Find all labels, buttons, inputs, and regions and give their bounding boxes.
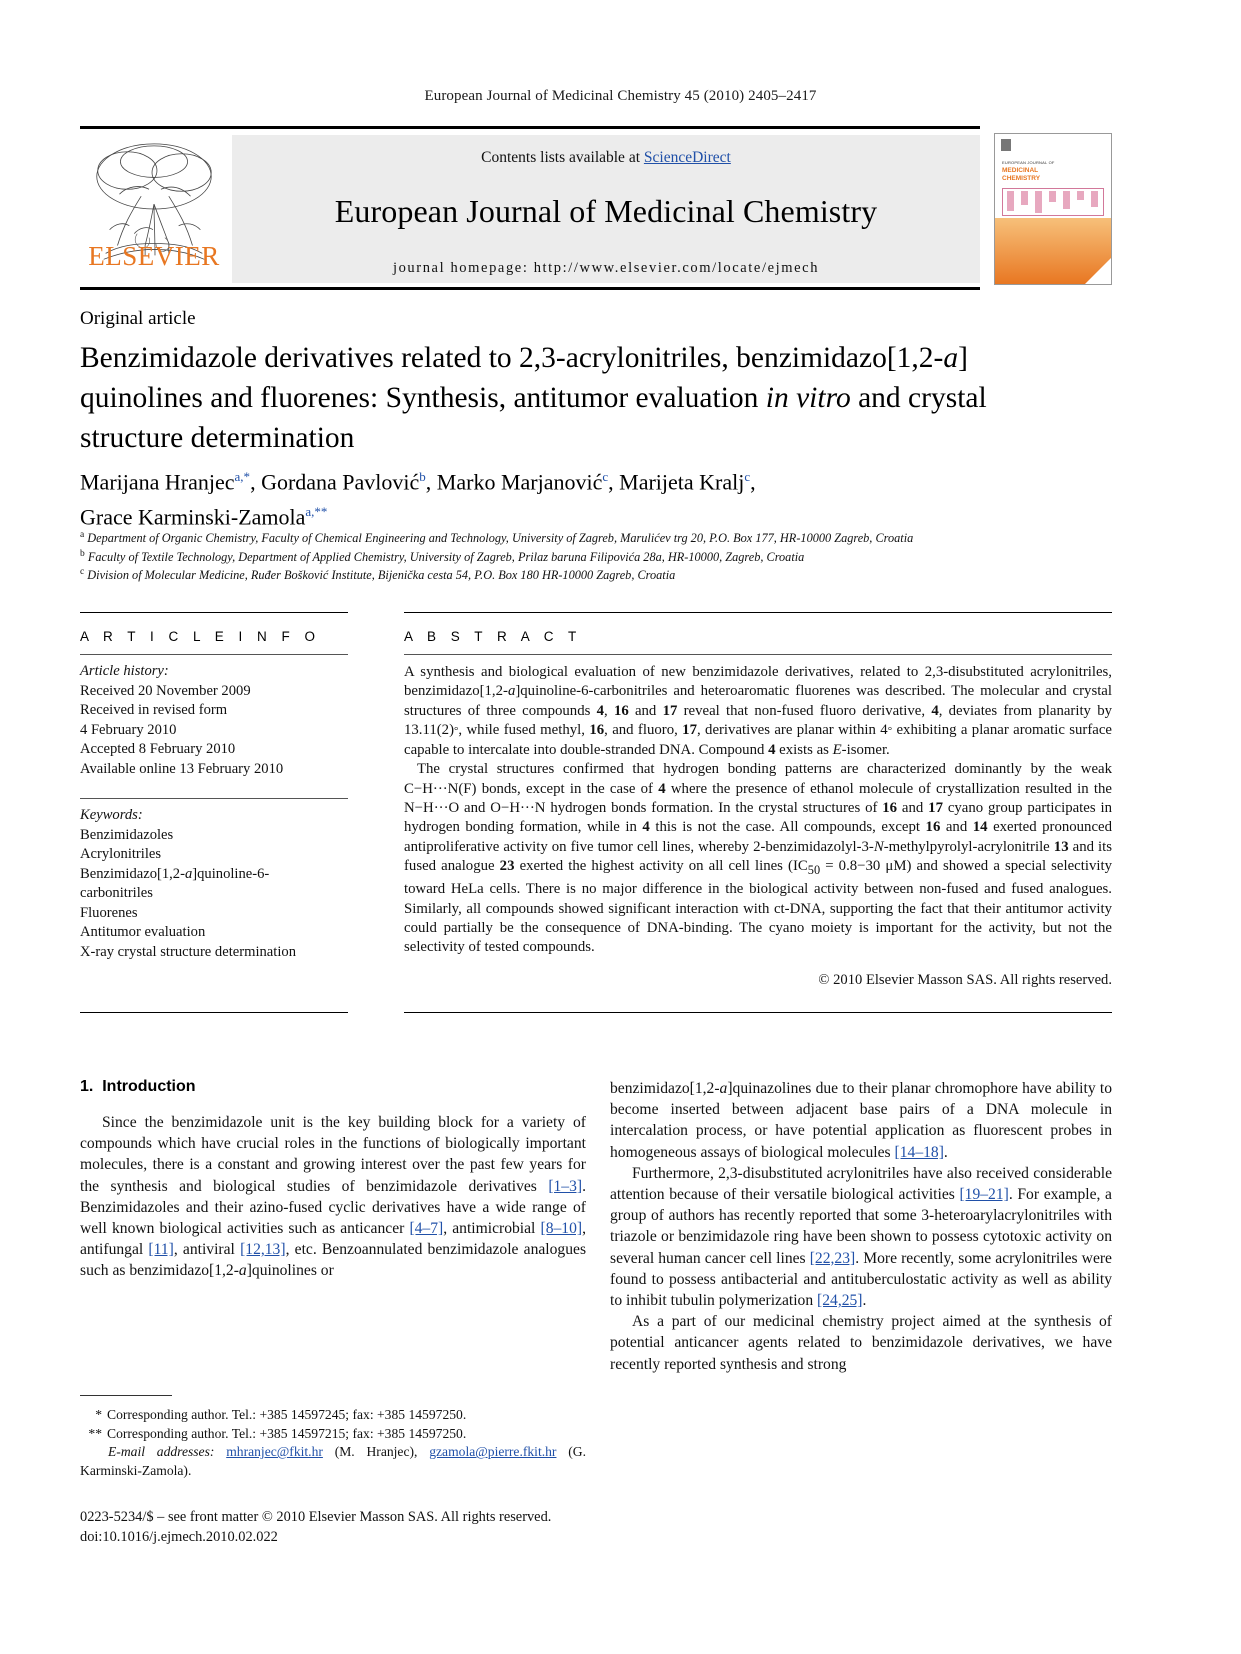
title-line1-italic: a xyxy=(943,342,959,374)
title-line2-a: quinolines and fluorenes: Synthesis, antitumor evaluation xyxy=(80,382,766,414)
author-4-affil-mark[interactable]: c xyxy=(744,469,751,484)
cover-line1: EUROPEAN JOURNAL OF xyxy=(1002,160,1055,165)
affil-text-a: Department of Organic Chemistry, Faculty of Chemical Engineering and Technology, University of Zagreb, Marulićev trg 20, P.O. Box 177, HR-10000 Zagreb, Croatia xyxy=(87,531,914,546)
footnote-text-2: Corresponding author. Tel.: +385 14597215; fax: +385 14597250. xyxy=(107,1425,467,1441)
footnote-block xyxy=(80,1395,586,1480)
journal-band xyxy=(232,135,980,283)
article-history-label: Article history: xyxy=(80,663,169,679)
section-heading-introduction xyxy=(80,1078,586,1096)
intro-right-text xyxy=(610,1078,1112,1375)
journal-homepage[interactable]: journal homepage: http://www.elsevier.com/locate/ejmech xyxy=(392,260,820,276)
cover-icon xyxy=(1001,139,1011,151)
paragraph-intro-3: Furthermore, 2,3-disubstituted acrylonitriles have also received considerable attention because of their versatile biological activities [19–21]. For example, a group of authors has recently reported that some 3-heteroarylacrylonitriles with triazole or benzimidazole ring have been shown to possess cytotoxic activity on several human cancer cell lines [22,23]. More recently, some acrylonitriles were found to possess antibacterial and antituberculostatic activity as well as ability to inhibit tubulin polymerization [24,25]. xyxy=(610,1164,1112,1310)
history-item-1: Received in revised form xyxy=(80,702,228,718)
info-top-rule xyxy=(80,612,348,613)
history-item-4: Available online 13 February 2010 xyxy=(80,760,284,777)
footnote-mark-1: * xyxy=(95,1407,102,1422)
contents-prefix: Contents lists available at xyxy=(481,149,644,166)
citation-12-13[interactable]: [12,13] xyxy=(240,1241,286,1259)
citation-8-10[interactable]: [8–10] xyxy=(540,1220,583,1238)
keyword-list xyxy=(80,799,348,962)
paragraph-intro-1: Since the benzimidazole unit is the key building block for a variety of compounds which have crucial roles in the functions of biologically important molecules, there is a constant and growing interest over the past few years for the synthesis and biological studies of benzimidazole derivatives [1–3]. Benzimidazoles and their azino-fused cyclic derivatives have a wide range of well known biological activities such as anticancer [4–7], antimicrobial [8–10], antifungal [11], antiviral [12,13], etc. Benzoannulated benzimidazole analogues such as benzimidazo[1,2-a]quinolines or xyxy=(80,1114,587,1280)
contents-line xyxy=(232,135,980,167)
affil-mark-c: c xyxy=(80,567,85,578)
journal-title: European Journal of Medicinal Chemistry xyxy=(334,193,878,229)
author-3: Marko Marjanović xyxy=(436,469,603,495)
keyword-6: X-ray crystal structure determination xyxy=(80,943,296,960)
article-info-heading: A R T I C L E I N F O xyxy=(80,629,321,644)
history-item-0: Received 20 November 2009 xyxy=(80,682,251,699)
abstract-heading: A B S T R A C T xyxy=(404,629,582,644)
abstract-body xyxy=(404,655,1112,957)
email-owner-1: (M. Hranjec), xyxy=(334,1444,418,1460)
keyword-4: Fluorenes xyxy=(80,904,138,921)
cover-line3: CHEMISTRY xyxy=(1002,175,1041,182)
footnote-rule xyxy=(80,1395,172,1396)
section-number: 1. xyxy=(80,1078,94,1095)
footnote-mark-2: ** xyxy=(88,1425,102,1441)
email-label: E-mail addresses: xyxy=(108,1444,215,1460)
history-item-2: 4 February 2010 xyxy=(80,721,177,738)
title-line2-b: and crystal xyxy=(850,382,987,414)
keyword-0: Benzimidazoles xyxy=(80,826,174,843)
issn-copyright-line: 0223-5234/$ – see front matter © 2010 Elsevier Masson SAS. All rights reserved. xyxy=(80,1509,552,1525)
footnote-emails xyxy=(80,1443,586,1480)
article-type: Original article xyxy=(80,308,196,329)
footnote-corresponding-2 xyxy=(80,1425,586,1444)
intro-left-text xyxy=(80,1112,586,1282)
citation-1-3[interactable]: [1–3] xyxy=(548,1177,583,1195)
title-line1-b: ] xyxy=(958,342,968,374)
paragraph-intro-2: benzimidazo[1,2-a]quinazolines due to their planar chromophore have ability to become inserted between adjacent base pairs of a DNA molecule in intercalation process, or have potential application as fluorescent probes in homogeneous assays of biological molecules [14–18]. xyxy=(610,1080,1112,1161)
email-link-1[interactable]: mhranjec@fkit.hr xyxy=(226,1444,323,1460)
abstract-top-rule xyxy=(404,612,1112,613)
body-left-column xyxy=(80,1078,586,1282)
email-owner-2: (G. Karminski-Zamola). xyxy=(80,1444,586,1478)
page-title xyxy=(80,338,1090,458)
keyword-5: Antitumor evaluation xyxy=(80,924,206,940)
keyword-3: carbonitriles xyxy=(80,885,153,901)
author-1: Marijana Hranjec xyxy=(80,469,235,495)
abstract-copyright: © 2010 Elsevier Masson SAS. All rights reserved. xyxy=(818,972,1112,989)
abstract-column xyxy=(404,612,1112,989)
abstract-bottom-rule xyxy=(404,1012,1112,1013)
article-info-column xyxy=(80,612,348,962)
title-line2-italic: in vitro xyxy=(765,382,851,414)
citation-19-21[interactable]: [19–21] xyxy=(959,1186,1009,1204)
body-right-column xyxy=(610,1078,1112,1375)
citation-24-25[interactable]: [24,25] xyxy=(817,1292,863,1310)
affiliation-list xyxy=(80,528,1110,584)
keywords-label: Keywords: xyxy=(80,807,143,823)
journal-masthead xyxy=(80,126,1112,290)
citation-22-23[interactable]: [22,23] xyxy=(809,1249,856,1267)
author-4: Marijeta Kralj xyxy=(619,469,745,495)
affil-text-c: Division of Molecular Medicine, Ruđer Bošković Institute, Bijenička cesta 54, P.O. Box 180 HR-10000 Zagreb, Croatia xyxy=(87,568,676,583)
affil-mark-b: b xyxy=(80,548,85,559)
sciencedirect-link[interactable]: ScienceDirect xyxy=(643,149,731,166)
author-3-affil-mark[interactable]: c xyxy=(602,469,609,484)
author-list: Marijana Hranjec$^{a,*}$, Gordana Pavlović$^b$, Marko Marjanović$^c$, Marijeta Kralj$^c$, Grace Karminski-Zamola$^{a,**}$ xyxy=(80,469,756,530)
paragraph-intro-4: As a part of our medicinal chemistry project aimed at the synthesis of potential anticancer agents related to benzimidazole derivatives, we have recently reported synthesis and strong xyxy=(610,1313,1112,1373)
running-head: European Journal of Medicinal Chemistry 45 (2010) 2405–2417 xyxy=(424,88,817,104)
author-1-affil-mark[interactable]: a,* xyxy=(234,469,251,484)
citation-14-18[interactable]: [14–18] xyxy=(894,1143,944,1161)
journal-cover-thumbnail xyxy=(994,133,1112,285)
cover-line2: MEDICINAL xyxy=(1002,167,1039,174)
imprint-block xyxy=(80,1508,640,1547)
title-line3: structure determination xyxy=(80,422,355,454)
affil-mark-a: a xyxy=(80,530,85,540)
abstract-paragraph-1: A synthesis and biological evaluation of new benzimidazole derivatives, related to 2,3-disubstituted acrylonitriles, benzimidazo[1,2-a]quinoline-6-carbonitriles and heteroaromatic fluorenes was described. The molecular and crystal structures of three compounds 4, 16 and 17 reveal that non-fused fluoro derivative, 4, deviates from planarity by 13.11(2)°, while fused methyl, 16, and fluoro, 17, derivatives are planar within 4° exhibiting a planar aromatic surface capable to intercalate into double-stranded DNA. Compound 4 exists as E-isomer. xyxy=(404,664,1112,759)
title-line1-a: Benzimidazole derivatives related to 2,3-acrylonitriles, benzimidazo[1,2- xyxy=(80,342,944,374)
elsevier-wordmark: ELSEVIER xyxy=(88,241,220,271)
cover-graphic xyxy=(1002,188,1104,216)
affiliation-c xyxy=(80,565,1110,584)
author-5-affil-mark[interactable]: a,** xyxy=(305,504,328,520)
email-link-2[interactable]: gzamola@pierre.fkit.hr xyxy=(429,1444,557,1460)
masthead-bottom-rule xyxy=(80,287,980,290)
affiliation-a xyxy=(80,528,1110,547)
history-item-3: Accepted 8 February 2010 xyxy=(80,741,236,757)
keyword-1: Acrylonitriles xyxy=(80,846,162,862)
author-5: Grace Karminski-Zamola xyxy=(80,504,306,530)
author-2-affil-mark[interactable]: b xyxy=(419,469,426,484)
section-title: Introduction xyxy=(102,1078,196,1095)
article-history xyxy=(80,655,348,779)
affiliation-b xyxy=(80,547,1110,566)
author-2: Gordana Pavlović xyxy=(261,469,420,495)
footnote-text-1: Corresponding author. Tel.: +385 14597245; fax: +385 14597250. xyxy=(107,1407,467,1422)
footnote-corresponding-1 xyxy=(80,1406,586,1425)
citation-4-7[interactable]: [4–7] xyxy=(409,1220,444,1238)
doi-line[interactable]: doi:10.1016/j.ejmech.2010.02.022 xyxy=(80,1528,278,1545)
affil-text-b: Faculty of Textile Technology, Department of Applied Chemistry, University of Zagreb, Prilaz baruna Filipovića 28a, HR-10000, Zagreb, Croatia xyxy=(87,549,805,564)
keyword-2: Benzimidazo[1,2-a]quinoline-6- xyxy=(80,865,270,882)
abstract-paragraph-2: The crystal structures confirmed that hydrogen bonding patterns are characterized dominantly by the weak C−H···N(F) bonds, except in the case of 4 where the presence of ethanol molecule of crystallization resulted in the N−H···O and O−H···N hydrogen bonds formation. In the crystal structures of 16 and 17 cyano group participates in hydrogen bonding formation, while in 4 this is not the case. All compounds, except 16 and 14 exerted pronounced antiproliferative activity on five tumor cell lines, whereby 2-benzimidazolyl-3-N-methylpyrolyl-acrylonitrile 13 and its fused analogue 23 exerted the highest activity on all cell lines ($IC_{50} = 0.8-30$ μM) and showed a special selectivity toward HeLa cells. There is no major difference in the biological activity between non-fused and fused analogues. Similarly, all compounds showed significant interaction with ct-DNA, supporting the fact that their antitumor activity could partially be the consequence of DNA-binding. The cyano moiety is important for the activity, but not the selectivity of tested compounds. xyxy=(404,761,1113,956)
cover-corner-fold xyxy=(1085,258,1111,284)
info-bottom-rule xyxy=(80,1012,348,1013)
citation-11[interactable]: [11] xyxy=(148,1241,174,1259)
